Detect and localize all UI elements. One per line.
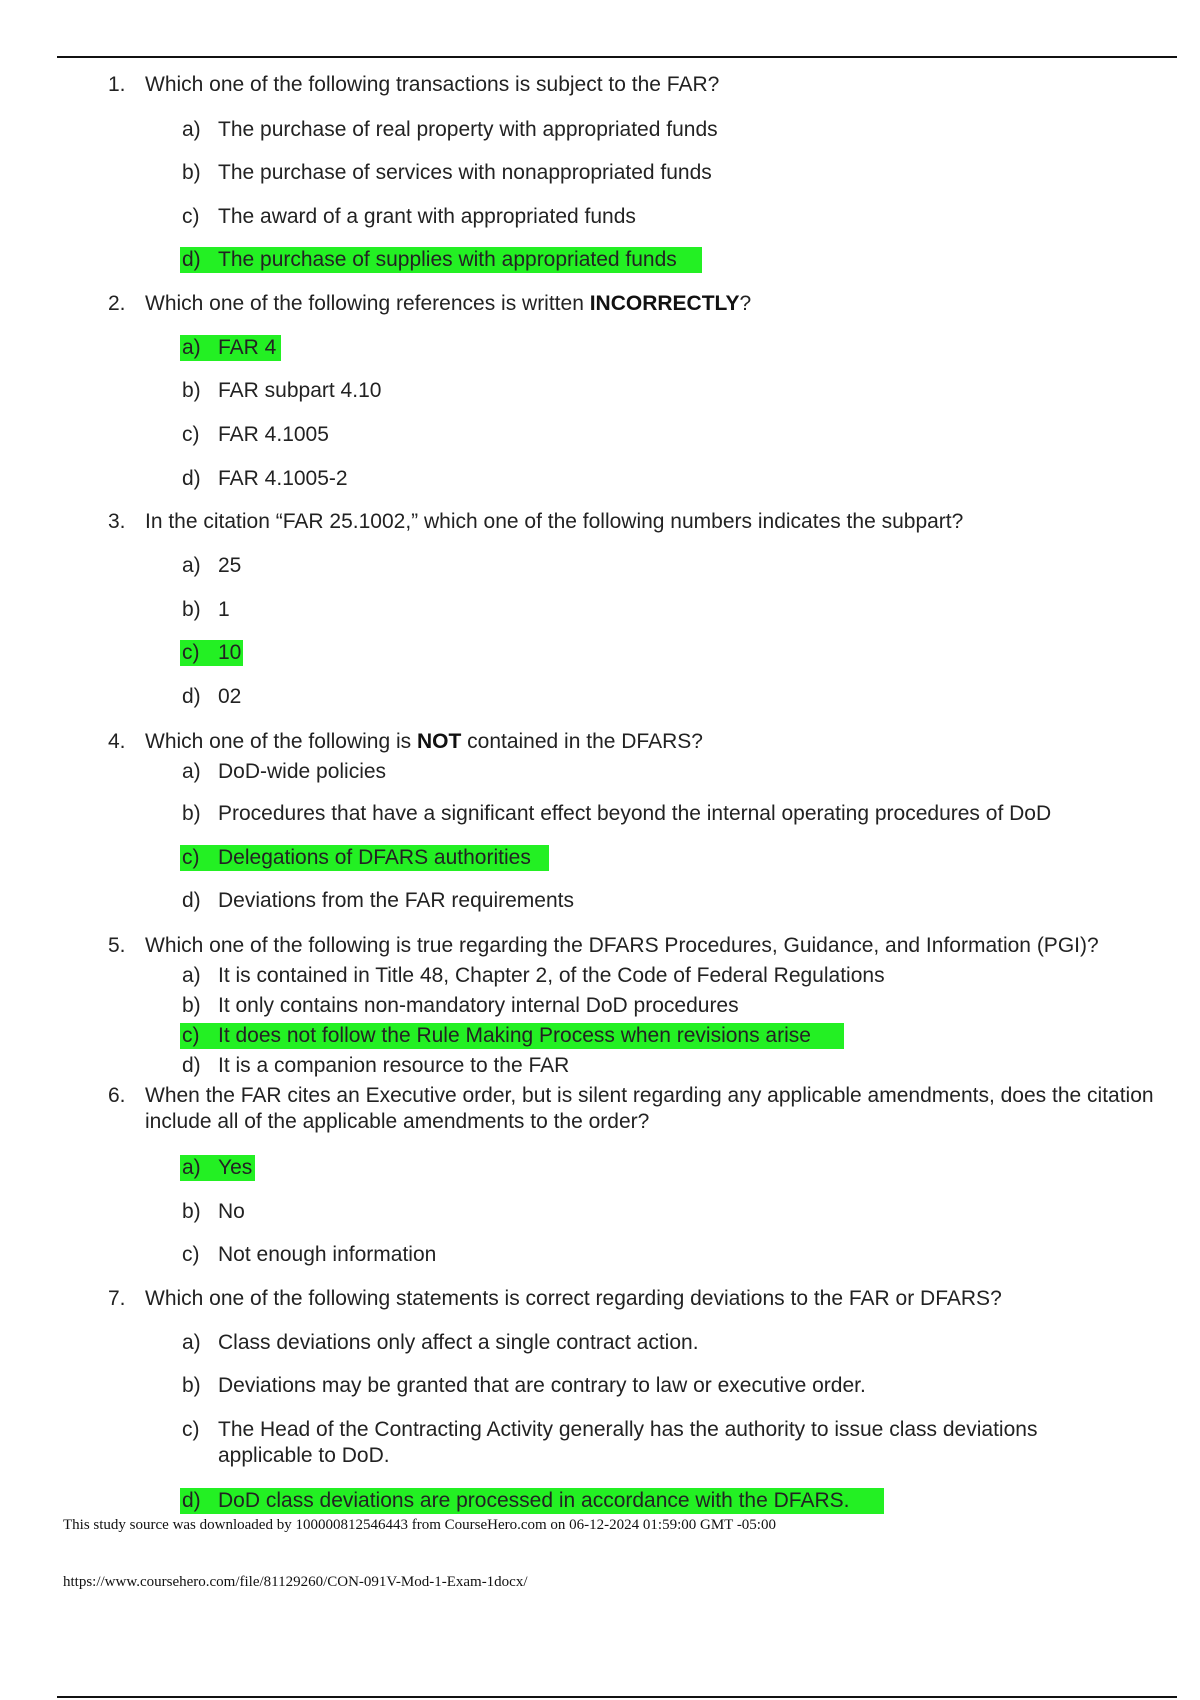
option-letter: c) — [182, 1243, 200, 1266]
option-letter: a) — [182, 1156, 201, 1179]
option-letter: a) — [182, 554, 201, 577]
question-text: Which one of the following statements is correct regarding deviations to the FAR or DFARS? — [145, 1287, 1002, 1310]
question-text: Which one of the following is NOT contained in the DFARS? — [145, 730, 703, 753]
emphasis: INCORRECTLY — [589, 292, 740, 315]
question-number: 6. — [108, 1084, 126, 1107]
option-text: The purchase of supplies with appropriated funds — [218, 248, 677, 271]
option-letter: c) — [182, 423, 200, 446]
option-letter: c) — [182, 641, 200, 664]
question-text: Which one of the following references is written INCORRECTLY? — [145, 292, 752, 315]
question-text: Which one of the following is true regarding the DFARS Procedures, Guidance, and Information (PGI)? — [145, 934, 1099, 957]
question-text: Which one of the following transactions is subject to the FAR? — [145, 73, 720, 96]
option-letter: d) — [182, 248, 201, 271]
option-letter: d) — [182, 1489, 201, 1512]
question-number: 7. — [108, 1287, 126, 1310]
option-text: DoD-wide policies — [218, 760, 387, 783]
emphasis: NOT — [416, 730, 462, 753]
top-rule — [57, 56, 1177, 58]
source-notice: This study source was downloaded by 100000812546443 from CourseHero.com on 06-12-2024 01:59:00 GMT -05:00 — [63, 1517, 776, 1533]
option-text: FAR 4 — [218, 336, 277, 359]
bottom-rule — [57, 1696, 1177, 1698]
option-text: FAR 4.1005-2 — [218, 467, 348, 490]
option-text: No — [218, 1200, 245, 1223]
option-text: It only contains non-mandatory internal DoD procedures — [218, 994, 739, 1017]
option-letter: c) — [182, 1418, 200, 1441]
option-text: FAR subpart 4.10 — [218, 379, 382, 402]
question-text: In the citation “FAR 25.1002,” which one of the following numbers indicates the subpart? — [145, 510, 964, 533]
option-text: 10 — [218, 641, 242, 664]
option-letter: c) — [182, 1024, 200, 1047]
option-letter: b) — [182, 161, 201, 184]
option-letter: d) — [182, 685, 201, 708]
option-text: Delegations of DFARS authorities — [218, 846, 531, 869]
question-number: 4. — [108, 730, 126, 753]
option-text: The purchase of services with nonappropriated funds — [218, 161, 712, 184]
question-number: 5. — [108, 934, 126, 957]
option-text: 02 — [218, 685, 242, 708]
option-letter: a) — [182, 964, 201, 987]
option-letter: a) — [182, 118, 201, 141]
option-letter: c) — [182, 205, 200, 228]
option-text: 25 — [218, 554, 242, 577]
option-text: Deviations from the FAR requirements — [218, 889, 574, 912]
source-url[interactable]: https://www.coursehero.com/file/81129260/CON-091V-Mod-1-Exam-1docx/ — [63, 1574, 528, 1590]
option-letter: c) — [182, 846, 200, 869]
option-text: Not enough information — [218, 1243, 437, 1266]
option-text: 1 — [218, 598, 230, 621]
option-letter: b) — [182, 379, 201, 402]
option-letter: b) — [182, 598, 201, 621]
option-text: DoD class deviations are processed in accordance with the DFARS. — [218, 1489, 850, 1512]
question-text: When the FAR cites an Executive order, but is silent regarding any applicable amendments, does the citation include all of the applicable amendments to the order? — [145, 1084, 1154, 1133]
question-number: 3. — [108, 510, 126, 533]
option-text: The purchase of real property with appropriated funds — [218, 118, 718, 141]
option-text: Class deviations only affect a single contract action. — [218, 1331, 699, 1354]
option-text: Procedures that have a significant effect beyond the internal operating procedures of DoD — [218, 802, 1052, 825]
question-number: 1. — [108, 73, 126, 96]
option-text: The Head of the Contracting Activity generally has the authority to issue class deviations applicable to DoD. — [218, 1418, 1038, 1467]
option-text: FAR 4.1005 — [218, 423, 329, 446]
option-letter: b) — [182, 802, 201, 825]
option-letter: b) — [182, 994, 201, 1017]
option-text: Deviations may be granted that are contrary to law or executive order. — [218, 1374, 866, 1397]
option-letter: a) — [182, 760, 201, 783]
option-letter: a) — [182, 1331, 201, 1354]
option-text: It is contained in Title 48, Chapter 2, of the Code of Federal Regulations — [218, 964, 885, 987]
option-letter: a) — [182, 336, 201, 359]
option-letter: d) — [182, 1054, 201, 1077]
option-letter: d) — [182, 889, 201, 912]
option-letter: d) — [182, 467, 201, 490]
option-letter: b) — [182, 1200, 201, 1223]
option-text: The award of a grant with appropriated funds — [218, 205, 636, 228]
option-text: It does not follow the Rule Making Process when revisions arise — [218, 1024, 811, 1047]
option-text: It is a companion resource to the FAR — [218, 1054, 570, 1077]
option-text: Yes — [218, 1156, 253, 1179]
option-letter: b) — [182, 1374, 201, 1397]
question-number: 2. — [108, 292, 126, 315]
